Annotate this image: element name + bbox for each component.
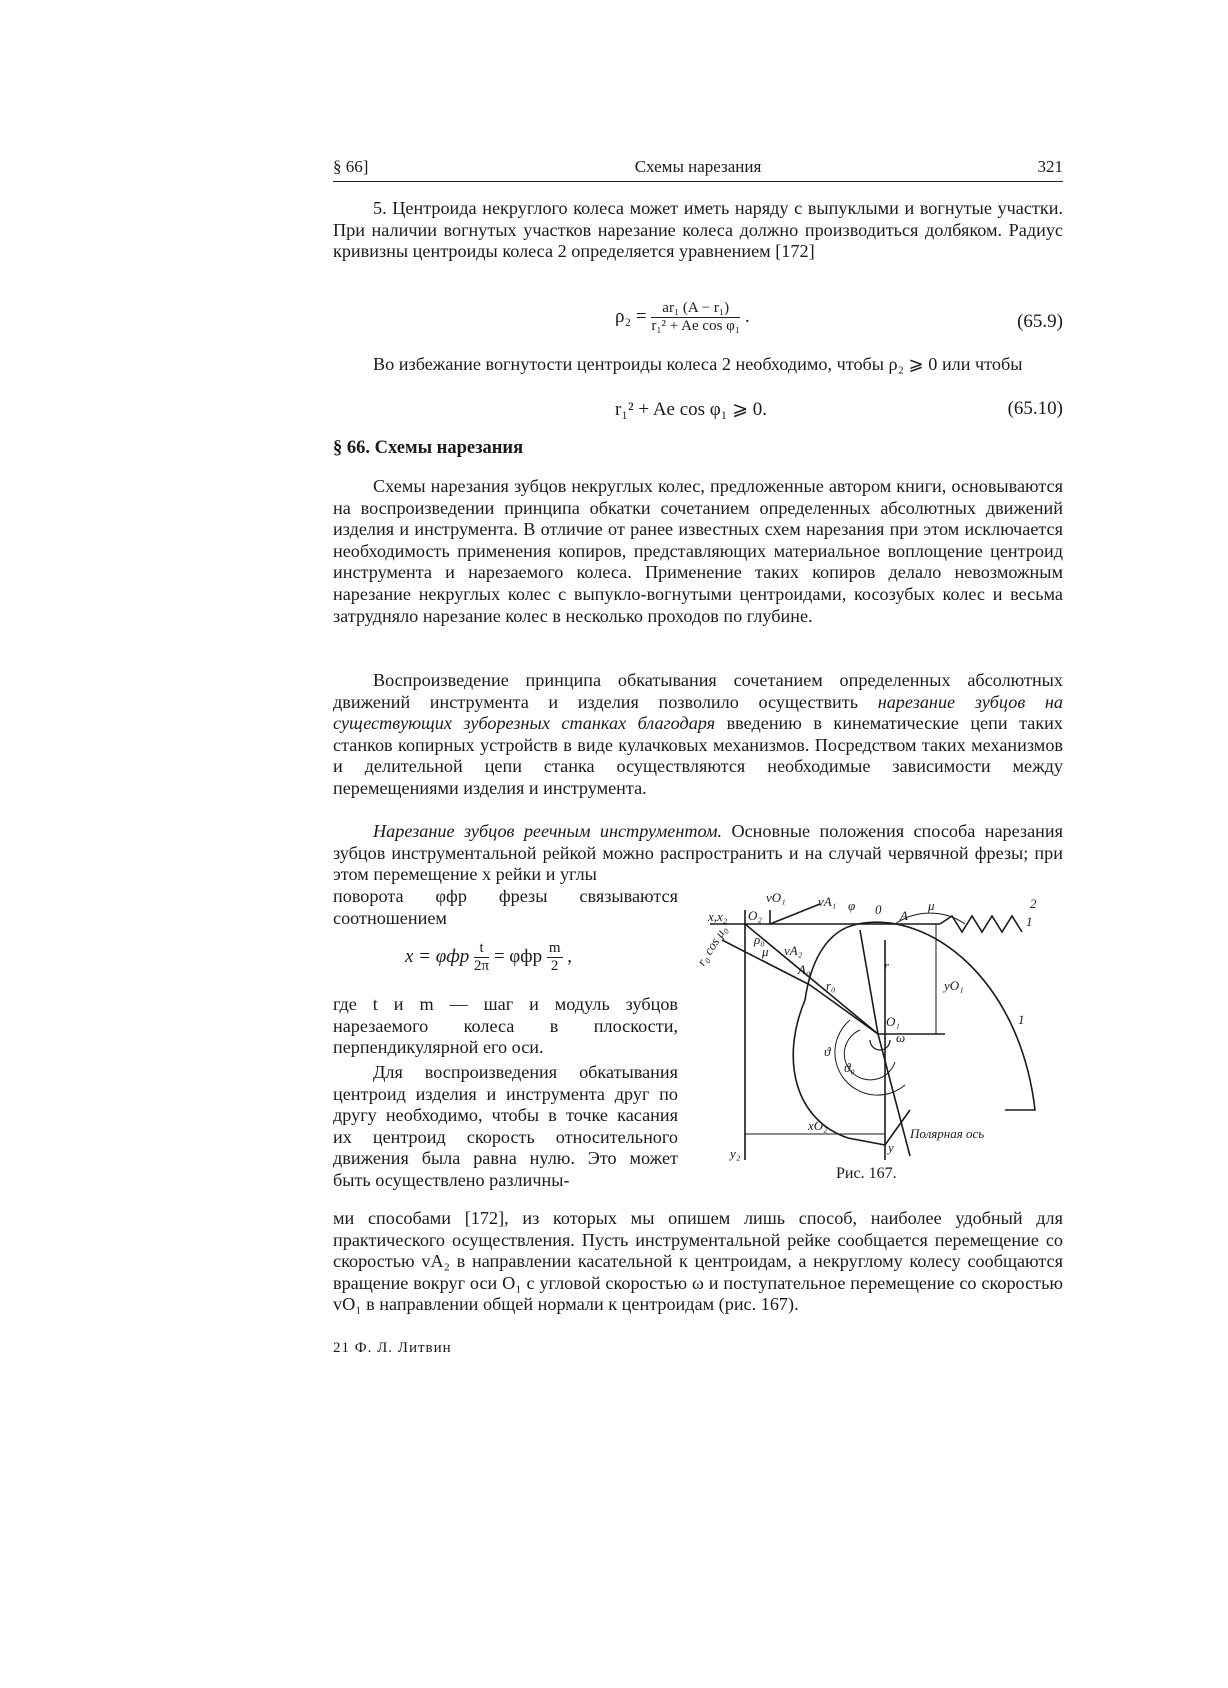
paragraph-avoid-concavity: Во избежание вогнутости центроиды колеса 2 необходимо, чтобы ρ₂ ⩾ 0 или чтобы <box>373 354 1023 374</box>
label-vA1: vA₁ <box>818 894 837 909</box>
label-mu-2: μ <box>762 944 769 959</box>
eq-numerator: t <box>474 940 489 958</box>
label-mu: μ <box>928 898 935 913</box>
eq-denominator: 2 <box>550 958 559 974</box>
label-x-axis: x,x₂ <box>708 909 728 924</box>
vA1-vector <box>770 904 820 924</box>
page-number: 321 <box>1037 157 1063 176</box>
label-O1: O₁ <box>886 1014 900 1029</box>
italic-run: нарезание зубцов на существующих зуборезных станках благодаря <box>333 691 1063 734</box>
equation-number-65-9: (65.9) <box>1017 311 1063 332</box>
paragraph-methods: ми способами [172], из которых мы опишем лишь способ, наиболее удобный для практического осуществления. Пусть инструментальной рейке сообщается перемещение со скоростью vA₂ в направлении касательной к центроидам, а некруглому колесу сообщаются вращение вокруг оси O₁ с угловой скоростью ω и поступательное перемещение со скоростью vO₁ в направлении общей нормали к центроидам (рис. 167). <box>333 1208 1063 1315</box>
label-polar-axis: Полярная ось <box>910 1126 985 1141</box>
label-phi: φ <box>848 898 856 913</box>
paragraph-schemes: Схемы нарезания зубцов некруглых колес, предложенные автором книги, основываются на воспроизведении принципа обкатки сочетанием определенных абсолютных движений изделия и инструмента. В отличие от ранее известных схем нарезания при этом исключается необходимость применения копиров, представляющих материальное воплощение центроид инструмента и нарезаемого колеса. Применение таких копиров делало невозможным нарезание некруглых колес с выпукло-вогнутыми центроидами, косозубых колес и весьма затрудняло нарезание колес в несколько проходов по глубине. <box>333 476 1063 626</box>
running-header <box>333 157 1063 182</box>
label-zero: 0 <box>875 902 882 917</box>
eq-tail: , <box>567 945 573 967</box>
radius-r <box>860 930 878 1034</box>
theta-arc <box>835 1020 905 1095</box>
eq-denominator: r₁² + Ae cos φ₁ <box>651 318 741 334</box>
paragraph-rolling: Для воспроизведения обкатывания центроид изделия и инструмента друг по другу необходимо, чтобы в точке касания их центроид скорость относительного движения была равна нулю. Это может быть осуществлено различны- <box>333 1062 678 1190</box>
equation-hob <box>405 940 572 975</box>
label-A0: A₀ <box>798 962 811 977</box>
text-run: Основные положения способа нарезания зубцов инструментальной рейкой можно распространить и на случай червячной фрезы; при этом перемещение x рейки и углы <box>333 821 1063 885</box>
text-run: Воспроизведение принципа обкатывания сочетанием определенных абсолютных движений инструмента и изделия позволило осуществить <box>333 670 1063 712</box>
eq-fraction-1 <box>474 940 489 975</box>
paragraph-reproduction <box>333 670 1063 800</box>
label-A: A <box>900 908 908 923</box>
eq-lhs: ρ₂ = <box>615 305 647 327</box>
label-O2: O₂ <box>748 908 762 923</box>
section-title: § 66. Схемы нарезания <box>333 438 524 458</box>
eq-mid: = φфр <box>493 945 543 967</box>
italic-heading: Нарезание зубцов реечным инструментом. <box>373 821 723 841</box>
eq-denominator: 2π <box>474 958 490 974</box>
label-r0: r₀ <box>826 978 836 993</box>
eq-tail: . <box>744 305 750 327</box>
label-omega: ω <box>896 1030 906 1045</box>
figure-167 <box>693 890 1070 1180</box>
paragraph-pitch-module: где t и m — шаг и модуль зубцов нарезаемого колеса в плоскости, перпендикулярной его оси. <box>333 994 678 1058</box>
label-y: y <box>888 1140 894 1155</box>
figure-caption: Рис. 167. <box>836 1165 897 1182</box>
rack-teeth <box>940 916 1022 932</box>
header-section: § 66] <box>333 157 369 176</box>
label-one-top: 1 <box>1026 914 1033 929</box>
label-one-side: 1 <box>1018 1012 1025 1027</box>
paragraph-rack-tool <box>333 821 1063 886</box>
text-run: введению в кинематические цепи таких станков копирных устройств в виде кулачковых механизмов. Посредством таких механизмов и делительной цепи станка осуществляются необходимые зависимости между перемещениями изделия и инструмента. <box>333 713 1063 798</box>
equation-65-9 <box>615 300 750 335</box>
header-title: Схемы нарезания <box>634 157 762 176</box>
paragraph-centroid: 5. Центроида некруглого колеса может иметь наряду с выпуклыми и вогнутые участки. При наличии вогнутых участков нарезание колеса должно производиться долбяком. Радиус кривизны центроиды колеса 2 определяется уравнением [172] <box>333 198 1063 262</box>
equation-65-10: r₁² + Ae cos φ₁ ⩾ 0. <box>615 399 768 420</box>
paragraph-hob-relation: поворота φфр фрезы связываются соотношением <box>333 886 678 928</box>
label-xO2: xO₂ <box>808 1118 828 1133</box>
label-vA2: vA₂ <box>784 943 803 958</box>
label-theta: ϑ <box>824 1044 831 1059</box>
rho0-line <box>745 924 878 1034</box>
label-r: r <box>884 958 890 973</box>
label-y2: y₂ <box>730 1146 741 1161</box>
label-two: 2 <box>1030 896 1037 911</box>
label-theta0: ϑ₀ <box>844 1060 855 1075</box>
eq-fraction <box>651 300 740 335</box>
label-rho0: ρ₀ <box>754 932 765 947</box>
eq-numerator: ar₁ (A − r₁) <box>651 300 740 318</box>
centroid-1-notch <box>848 1110 910 1145</box>
signature-footer: 21 Ф. Л. Литвин <box>333 1340 452 1356</box>
eq-fraction-2 <box>547 940 563 975</box>
equation-number-65-10: (65.10) <box>1007 398 1063 419</box>
label-r0cos: r₀ cos μ₀ <box>693 922 730 969</box>
label-yO1: yO₁ <box>944 978 964 993</box>
eq-lhs: x = φфр <box>405 945 470 967</box>
eq-numerator: m <box>548 940 561 956</box>
label-vO1: vO₁ <box>766 890 786 905</box>
